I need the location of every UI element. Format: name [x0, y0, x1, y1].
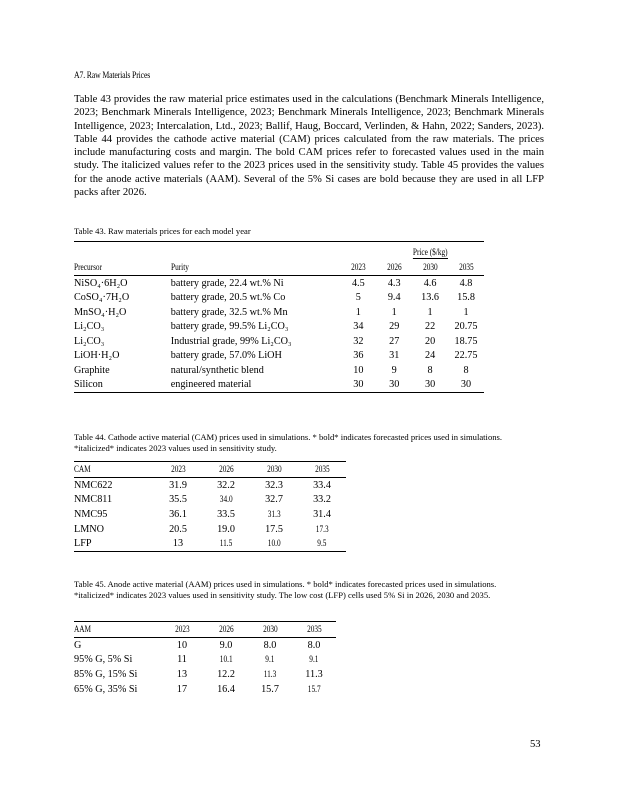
header-aam: AAM: [74, 625, 92, 635]
price-cell: 11.3: [305, 668, 323, 680]
price-cell: 31.9: [169, 479, 187, 491]
cam-name-cell: LFP: [74, 538, 92, 550]
aam-name-cell: G: [74, 639, 82, 651]
table44-caption: Table 44. Cathode active material (CAM) prices used in simulations. * bold* indicates forecasted prices used in simulations. *italicized* indicates 2023 values used in sensitivity study.: [74, 432, 503, 453]
purity-cell: natural/synthetic blend: [170, 364, 264, 376]
price-cell: 9: [391, 364, 397, 376]
cam-name-cell: NMC622: [74, 479, 113, 491]
table43-header-row: [74, 259, 484, 276]
page-number: 53: [530, 739, 541, 750]
price-cell: 17.3: [315, 524, 329, 535]
price-cell: 1: [427, 306, 433, 318]
header-2023: 2023: [351, 262, 366, 273]
price-cell: 20: [424, 335, 436, 347]
price-cell: 33.2: [313, 494, 331, 506]
header-2035: 2035: [458, 262, 474, 273]
price-unit-header: Price ($/kg): [412, 248, 448, 258]
price-cell: 30: [460, 379, 472, 391]
price-cell: 27: [389, 335, 400, 347]
price-cell: 1: [463, 306, 469, 318]
table-row: [74, 320, 484, 335]
table45-caption: Table 45. Anode active material (AAM) prices used in simulations. * bold* indicates forecasted prices used in simulations. *italicized* indicates 2023 values used in sensitivity study. The low cost (LFP) cells used 5% Si in 2026, 2030 and 2035.: [74, 579, 497, 600]
price-cell: 11.3: [263, 669, 277, 680]
table-row: [74, 493, 346, 508]
precursor-cell: Graphite: [74, 364, 110, 376]
price-cell: 36: [353, 350, 364, 362]
header-precursor: Precursor: [74, 262, 103, 273]
table45-header-row: [74, 622, 336, 638]
price-cell: 15.7: [261, 683, 279, 695]
table44-header-row: [74, 462, 346, 478]
price-cell: 32.7: [265, 494, 283, 506]
header-2026: 2026: [218, 625, 234, 635]
price-cell: 17: [176, 683, 188, 695]
price-cell: 11.5: [219, 539, 233, 550]
price-cell: 4.3: [387, 277, 401, 289]
header-2030: 2030: [266, 465, 282, 475]
purity-cell: battery grade, 22.4 wt.% Ni: [170, 277, 284, 289]
price-cell: 19.0: [217, 523, 235, 535]
price-cell: 32.3: [265, 479, 283, 491]
price-cell: 4.8: [459, 277, 473, 289]
price-cell: 17.5: [265, 523, 283, 535]
price-cell: 10: [353, 364, 364, 376]
price-cell: 9.4: [387, 292, 401, 304]
header-2026: 2026: [218, 465, 234, 475]
price-cell: 33.5: [217, 508, 235, 520]
purity-cell: engineered material: [170, 379, 252, 391]
price-cell: 34.0: [219, 495, 233, 506]
price-cell: 31.3: [267, 509, 281, 520]
cam-name-cell: NMC811: [74, 494, 113, 506]
table43-caption: Table 43. Raw materials prices for each model year: [74, 226, 251, 236]
price-cell: 5: [355, 292, 361, 304]
price-cell: 4.6: [423, 277, 437, 289]
table-row: [74, 536, 346, 551]
price-cell: 32.2: [217, 479, 235, 491]
price-cell: 22: [424, 321, 436, 333]
price-cell: 15.8: [457, 292, 475, 304]
price-cell: 9.5: [317, 539, 327, 550]
precursor-cell: LiOH·H₂O: [74, 350, 120, 362]
price-cell: 13.6: [421, 292, 439, 304]
precursor-cell: Li₂CO₃: [74, 335, 105, 347]
price-cell: 31: [389, 350, 400, 362]
header-2035: 2035: [306, 625, 322, 635]
price-cell: 11: [177, 654, 187, 666]
purity-cell: battery grade, 99.5% Li₂CO₃: [170, 321, 289, 333]
price-cell: 24: [424, 350, 436, 362]
price-cell: 29: [389, 321, 400, 333]
header-cam: CAM: [74, 465, 91, 475]
precursor-cell: Silicon: [74, 379, 103, 391]
price-cell: 13: [172, 538, 184, 550]
aam-name-cell: 95% G, 5% Si: [74, 654, 133, 666]
price-cell: 33.4: [313, 479, 331, 491]
price-cell: 10.0: [267, 539, 281, 550]
price-cell: 10.1: [219, 655, 233, 666]
price-cell: 9.1: [265, 655, 275, 666]
table-row: [74, 291, 484, 306]
price-cell: 8: [463, 364, 469, 376]
table44-cam-prices: [74, 461, 346, 552]
price-cell: 30: [389, 379, 400, 391]
purity-cell: Industrial grade, 99% Li₂CO₃: [170, 335, 292, 347]
price-cell: 20.75: [454, 321, 478, 333]
table-row: [74, 522, 346, 537]
purity-cell: battery grade, 57.0% LiOH: [170, 350, 282, 362]
price-cell: 8.0: [263, 639, 277, 651]
header-purity: Purity: [170, 262, 189, 273]
precursor-cell: NiSO₄·6H₂O: [74, 277, 128, 289]
table43-raw-material-prices: [74, 241, 484, 393]
table-row: [74, 667, 336, 682]
header-2030: 2030: [262, 625, 278, 635]
price-cell: 36.1: [169, 508, 187, 520]
price-cell: 35.5: [169, 494, 187, 506]
price-cell: 8.0: [307, 639, 321, 651]
table-row: [74, 653, 336, 668]
price-cell: 15.7: [307, 684, 321, 695]
table-row: [74, 305, 484, 320]
price-cell: 8: [427, 364, 433, 376]
table-row: [74, 363, 484, 378]
aam-name-cell: 85% G, 15% Si: [74, 668, 138, 680]
cam-name-cell: LMNO: [74, 523, 104, 535]
price-cell: 12.2: [217, 668, 235, 680]
table-row: [74, 638, 336, 653]
price-cell: 16.4: [217, 683, 235, 695]
header-2023: 2023: [170, 465, 186, 475]
price-cell: 1: [355, 306, 361, 318]
price-cell: 20.5: [169, 523, 187, 535]
table-row: [74, 682, 336, 697]
price-cell: 22.75: [454, 350, 478, 362]
header-2035: 2035: [314, 465, 330, 475]
table-row: [74, 349, 484, 364]
purity-cell: battery grade, 32.5 wt.% Mn: [170, 306, 288, 318]
header-2030: 2030: [422, 262, 438, 273]
price-cell: 13: [176, 668, 188, 680]
aam-name-cell: 65% G, 35% Si: [74, 683, 138, 695]
intro-paragraph: Table 43 provides the raw material price estimates used in the calculations (Benchmark Minerals Intelligence, 2023; Benchmark Minerals Intelligence, 2023; Benchmark Minerals Intelligence, 2023; Benchmark Minerals Intelligence, 2023; Intercalation, Ltd., 2023; Ballif, Haug, Boccard, Verlinden, & Hahn, 2022; Sanders, 2023). Table 44 provides the cathode active material (CAM) prices calculated from the raw materials. The prices include manufacturing costs and margin. The bold CAM prices refer to forecasted values used in the main study. The italicized values refer to the 2023 prices used in the sensitivity study. Table 45 provides the values for the anode active materials (AAM). Several of the 5% Si cases are bold because they are used in all LFP packs after 2026.: [74, 94, 544, 199]
table-row: [74, 507, 346, 522]
price-cell: 31.4: [313, 508, 331, 520]
price-cell: 34: [353, 321, 364, 333]
precursor-cell: CoSO₄·7H₂O: [74, 292, 130, 304]
precursor-cell: Li₂CO₃: [74, 321, 105, 333]
table43-group-header-row: [74, 242, 484, 260]
purity-cell: battery grade, 20.5 wt.% Co: [170, 292, 286, 304]
price-cell: 32: [353, 335, 364, 347]
precursor-cell: MnSO₄·H₂O: [74, 306, 127, 318]
header-2023: 2023: [174, 625, 190, 635]
table-row: [74, 378, 484, 393]
table-row: [74, 334, 484, 349]
header-2026: 2026: [386, 262, 402, 273]
table-row: [74, 478, 346, 493]
price-cell: 9.1: [309, 655, 319, 666]
price-cell: 10: [176, 639, 188, 651]
section-title: A7. Raw Materials Prices: [74, 71, 151, 81]
table45-aam-prices: [74, 621, 336, 696]
table-row: [74, 276, 484, 291]
price-cell: 30: [424, 379, 436, 391]
cam-name-cell: NMC95: [74, 508, 108, 520]
price-cell: 18.75: [454, 335, 478, 347]
price-cell: 4.5: [351, 277, 365, 289]
price-cell: 9.0: [219, 639, 233, 651]
price-cell: 30: [353, 379, 364, 391]
price-cell: 1: [391, 306, 397, 318]
